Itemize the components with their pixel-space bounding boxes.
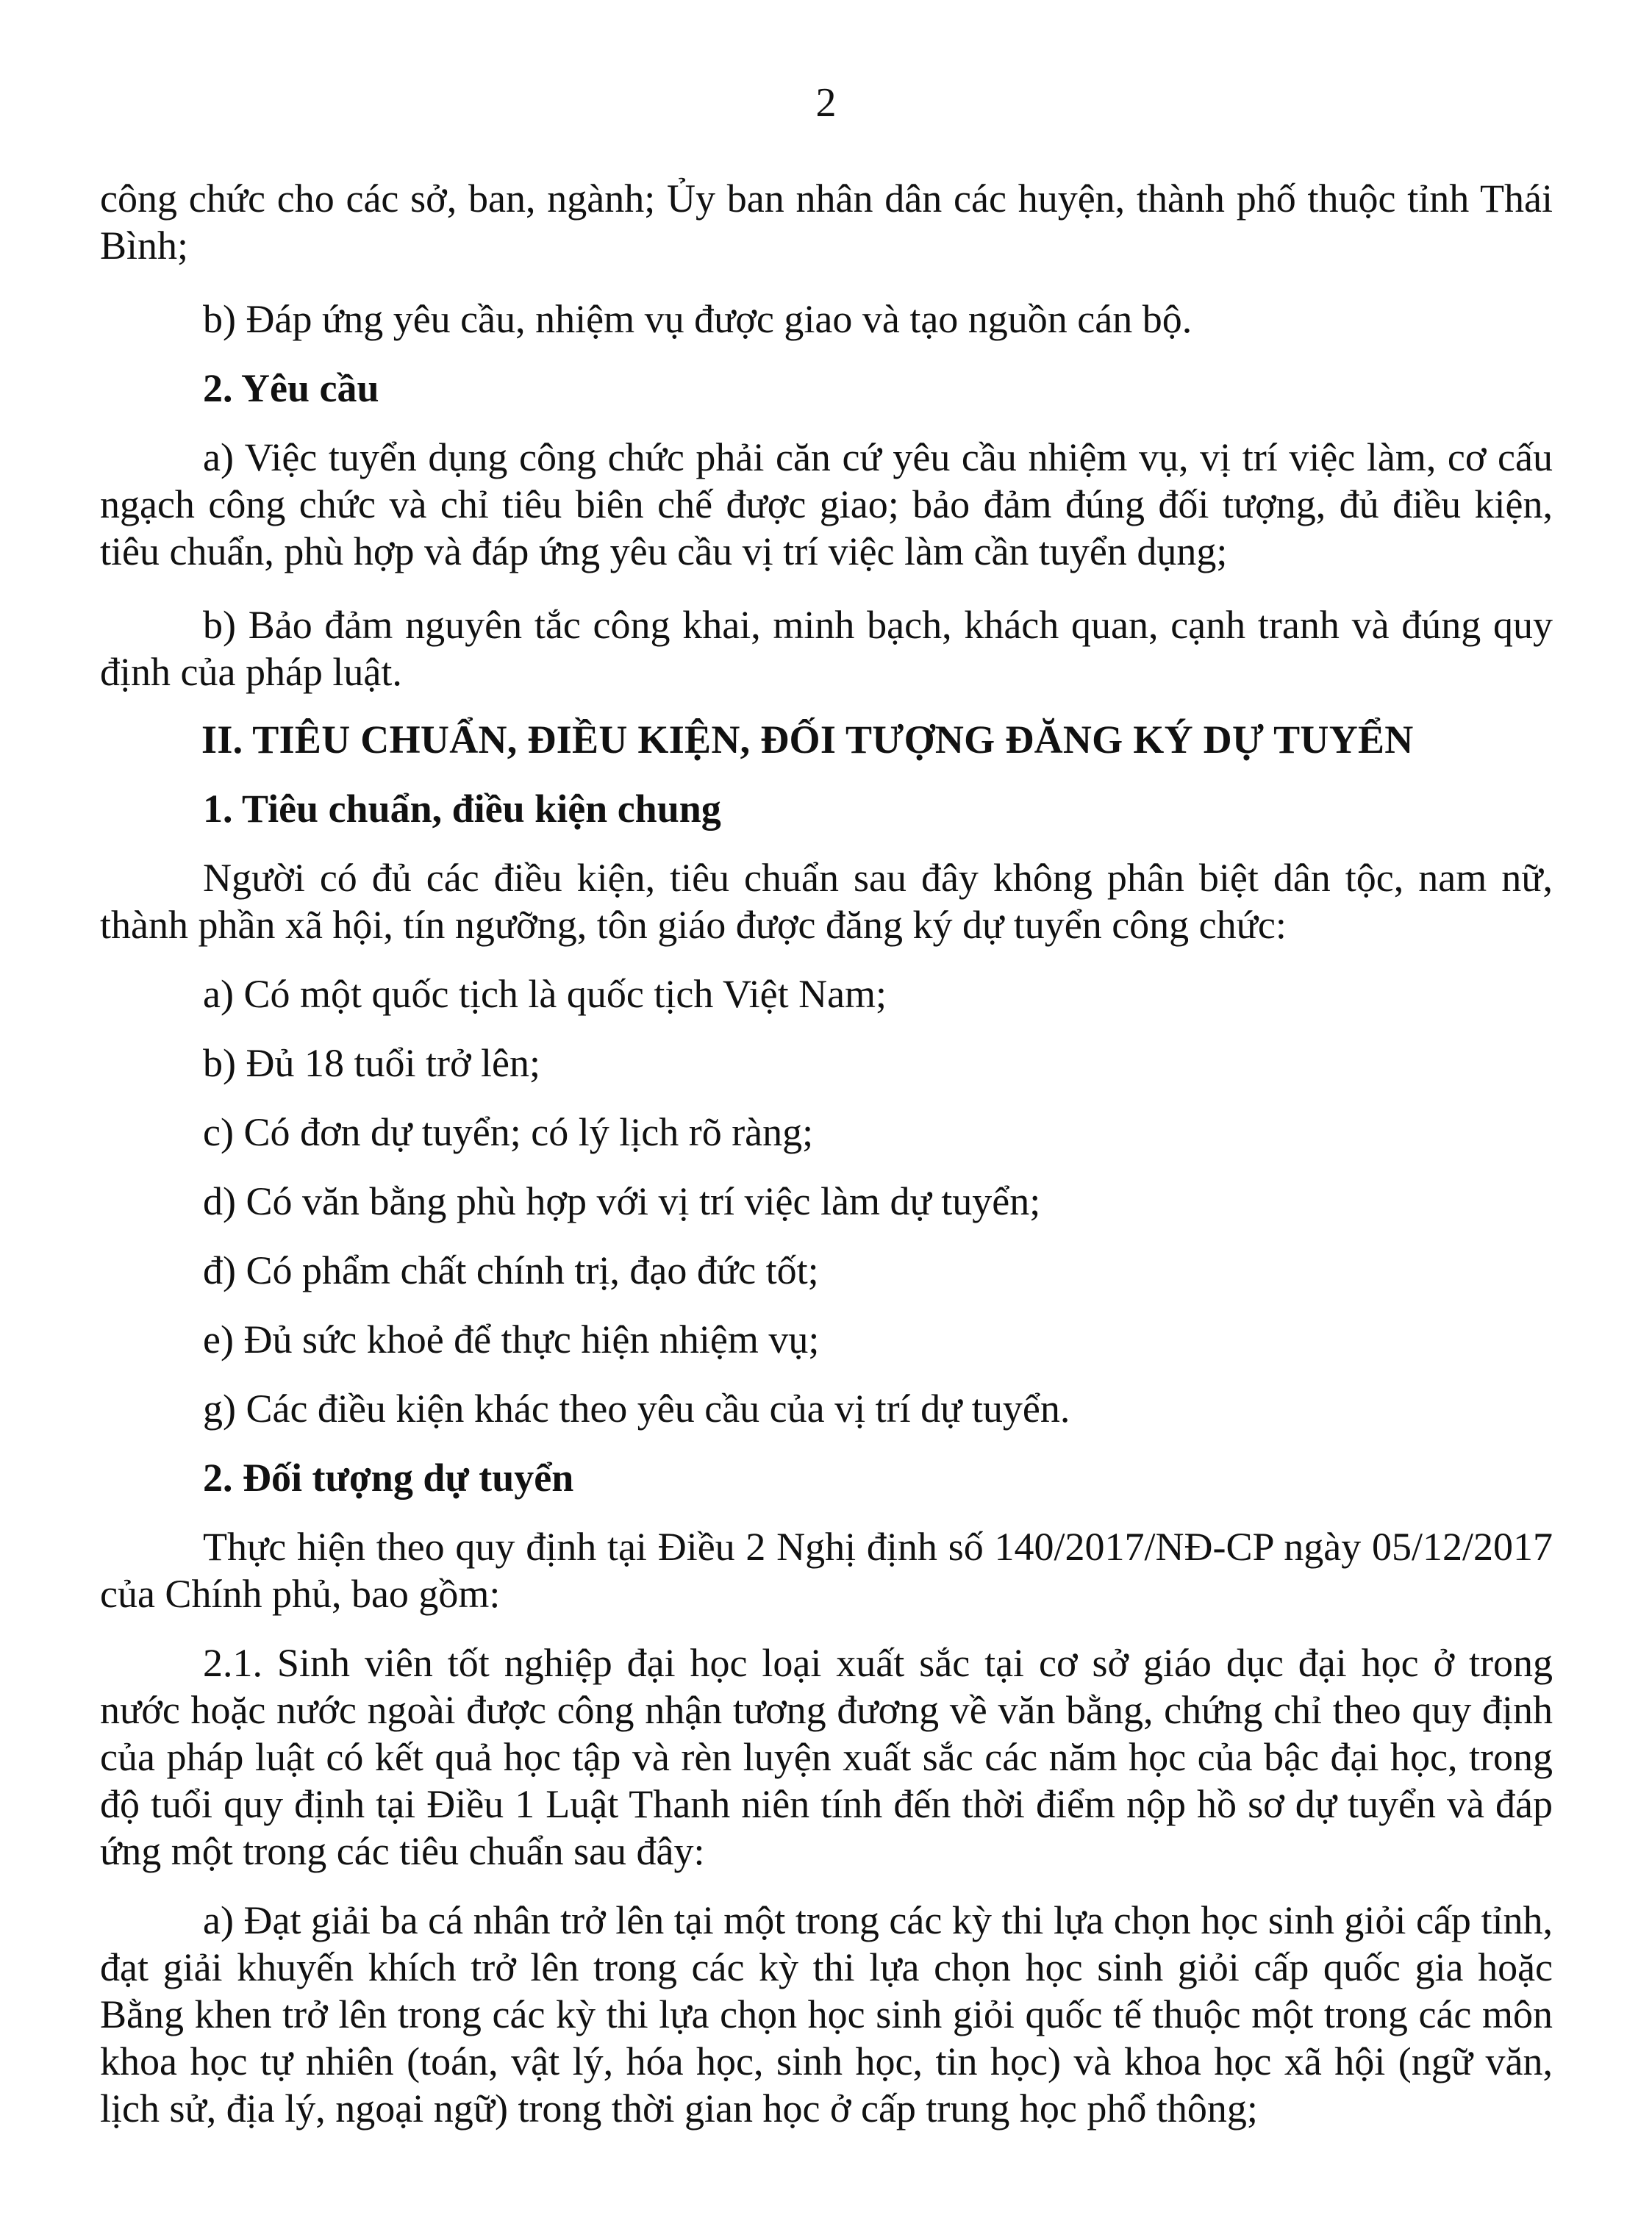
page-number: 2	[815, 80, 837, 126]
paragraph-item-2-1: 2.1. Sinh viên tốt nghiệp đại học loại xuất sắc tại cơ sở giáo dục đại học ở trong nước hoặc nước ngoài được công nhận tương đương về văn bằng, chứng chỉ theo quy định của pháp luật có kết quả học tập và rèn luyện xuất sắc các năm học của bậc đại học, trong độ tuổi quy định tại Điều 1 Luật Thanh niên tính đến thời điểm nộp hồ sơ dự tuyển và đáp ứng một trong các tiêu chuẩn sau đây:	[100, 1641, 1553, 1873]
paragraph-purpose-b: b) Đáp ứng yêu cầu, nhiệm vụ được giao và tạo nguồn cán bộ.	[203, 297, 1192, 341]
list-item-dd: đ) Có phẩm chất chính trị, đạo đức tốt;	[203, 1248, 819, 1292]
paragraph-requirement-a: a) Việc tuyển dụng công chức phải căn cứ yêu cầu nhiệm vụ, vị trí việc làm, cơ cấu ngạch công chức và chỉ tiêu biên chế được giao; bảo đảm đúng đối tượng, đủ điều kiện, tiêu chuẩn, phù hợp và đáp ứng yêu cầu vị trí việc làm cần tuyển dụng;	[100, 435, 1553, 573]
paragraph-requirement-b: b) Bảo đảm nguyên tắc công khai, minh bạch, khách quan, cạnh tranh và đúng quy định của pháp luật.	[100, 603, 1553, 694]
heading-applicants: 2. Đối tượng dự tuyển	[203, 1456, 574, 1500]
paragraph-item-2-1-a: a) Đạt giải ba cá nhân trở lên tại một trong các kỳ thi lựa chọn học sinh giỏi cấp tỉnh, đạt giải khuyến khích trở lên trong các kỳ thi lựa chọn học sinh giỏi cấp quốc gia hoặc Bằng khen trở lên trong các kỳ thi lựa chọn học sinh giỏi quốc tế thuộc một trong các môn khoa học tự nhiên (toán, vật lý, hóa học, sinh học, tin học) và khoa học xã hội (ngữ văn, lịch sử, địa lý, ngoại ngữ) trong thời gian học ở cấp trung học phổ thông;	[100, 1898, 1553, 2131]
heading-general-criteria: 1. Tiêu chuẩn, điều kiện chung	[203, 787, 721, 831]
heading-section-ii: II. TIÊU CHUẨN, ĐIỀU KIỆN, ĐỐI TƯỢNG ĐĂNG KÝ DỰ TUYỂN	[201, 718, 1414, 762]
list-item-b: b) Đủ 18 tuổi trở lên;	[203, 1041, 540, 1085]
list-item-d: d) Có văn bằng phù hợp với vị trí việc làm dự tuyển;	[203, 1179, 1041, 1223]
list-item-g: g) Các điều kiện khác theo yêu cầu của vị trí dự tuyển.	[203, 1387, 1070, 1431]
paragraph-decree-reference: Thực hiện theo quy định tại Điều 2 Nghị định số 140/2017/NĐ-CP ngày 05/12/2017 của Chính phủ, bao gồm:	[100, 1525, 1553, 1616]
document-body	[100, 175, 1553, 2154]
heading-requirements: 2. Yêu cầu	[203, 366, 379, 410]
list-item-c: c) Có đơn dự tuyển; có lý lịch rõ ràng;	[203, 1110, 814, 1154]
paragraph-eligibility: Người có đủ các điều kiện, tiêu chuẩn sau đây không phân biệt dân tộc, nam nữ, thành phần xã hội, tín ngưỡng, tôn giáo được đăng ký dự tuyển công chức:	[100, 856, 1553, 947]
list-item-e: e) Đủ sức khoẻ để thực hiện nhiệm vụ;	[203, 1317, 820, 1362]
paragraph-intro-continuation: công chức cho các sở, ban, ngành; Ủy ban nhân dân các huyện, thành phố thuộc tỉnh Thái Bình;	[100, 176, 1553, 268]
list-item-a: a) Có một quốc tịch là quốc tịch Việt Nam;	[203, 972, 887, 1016]
